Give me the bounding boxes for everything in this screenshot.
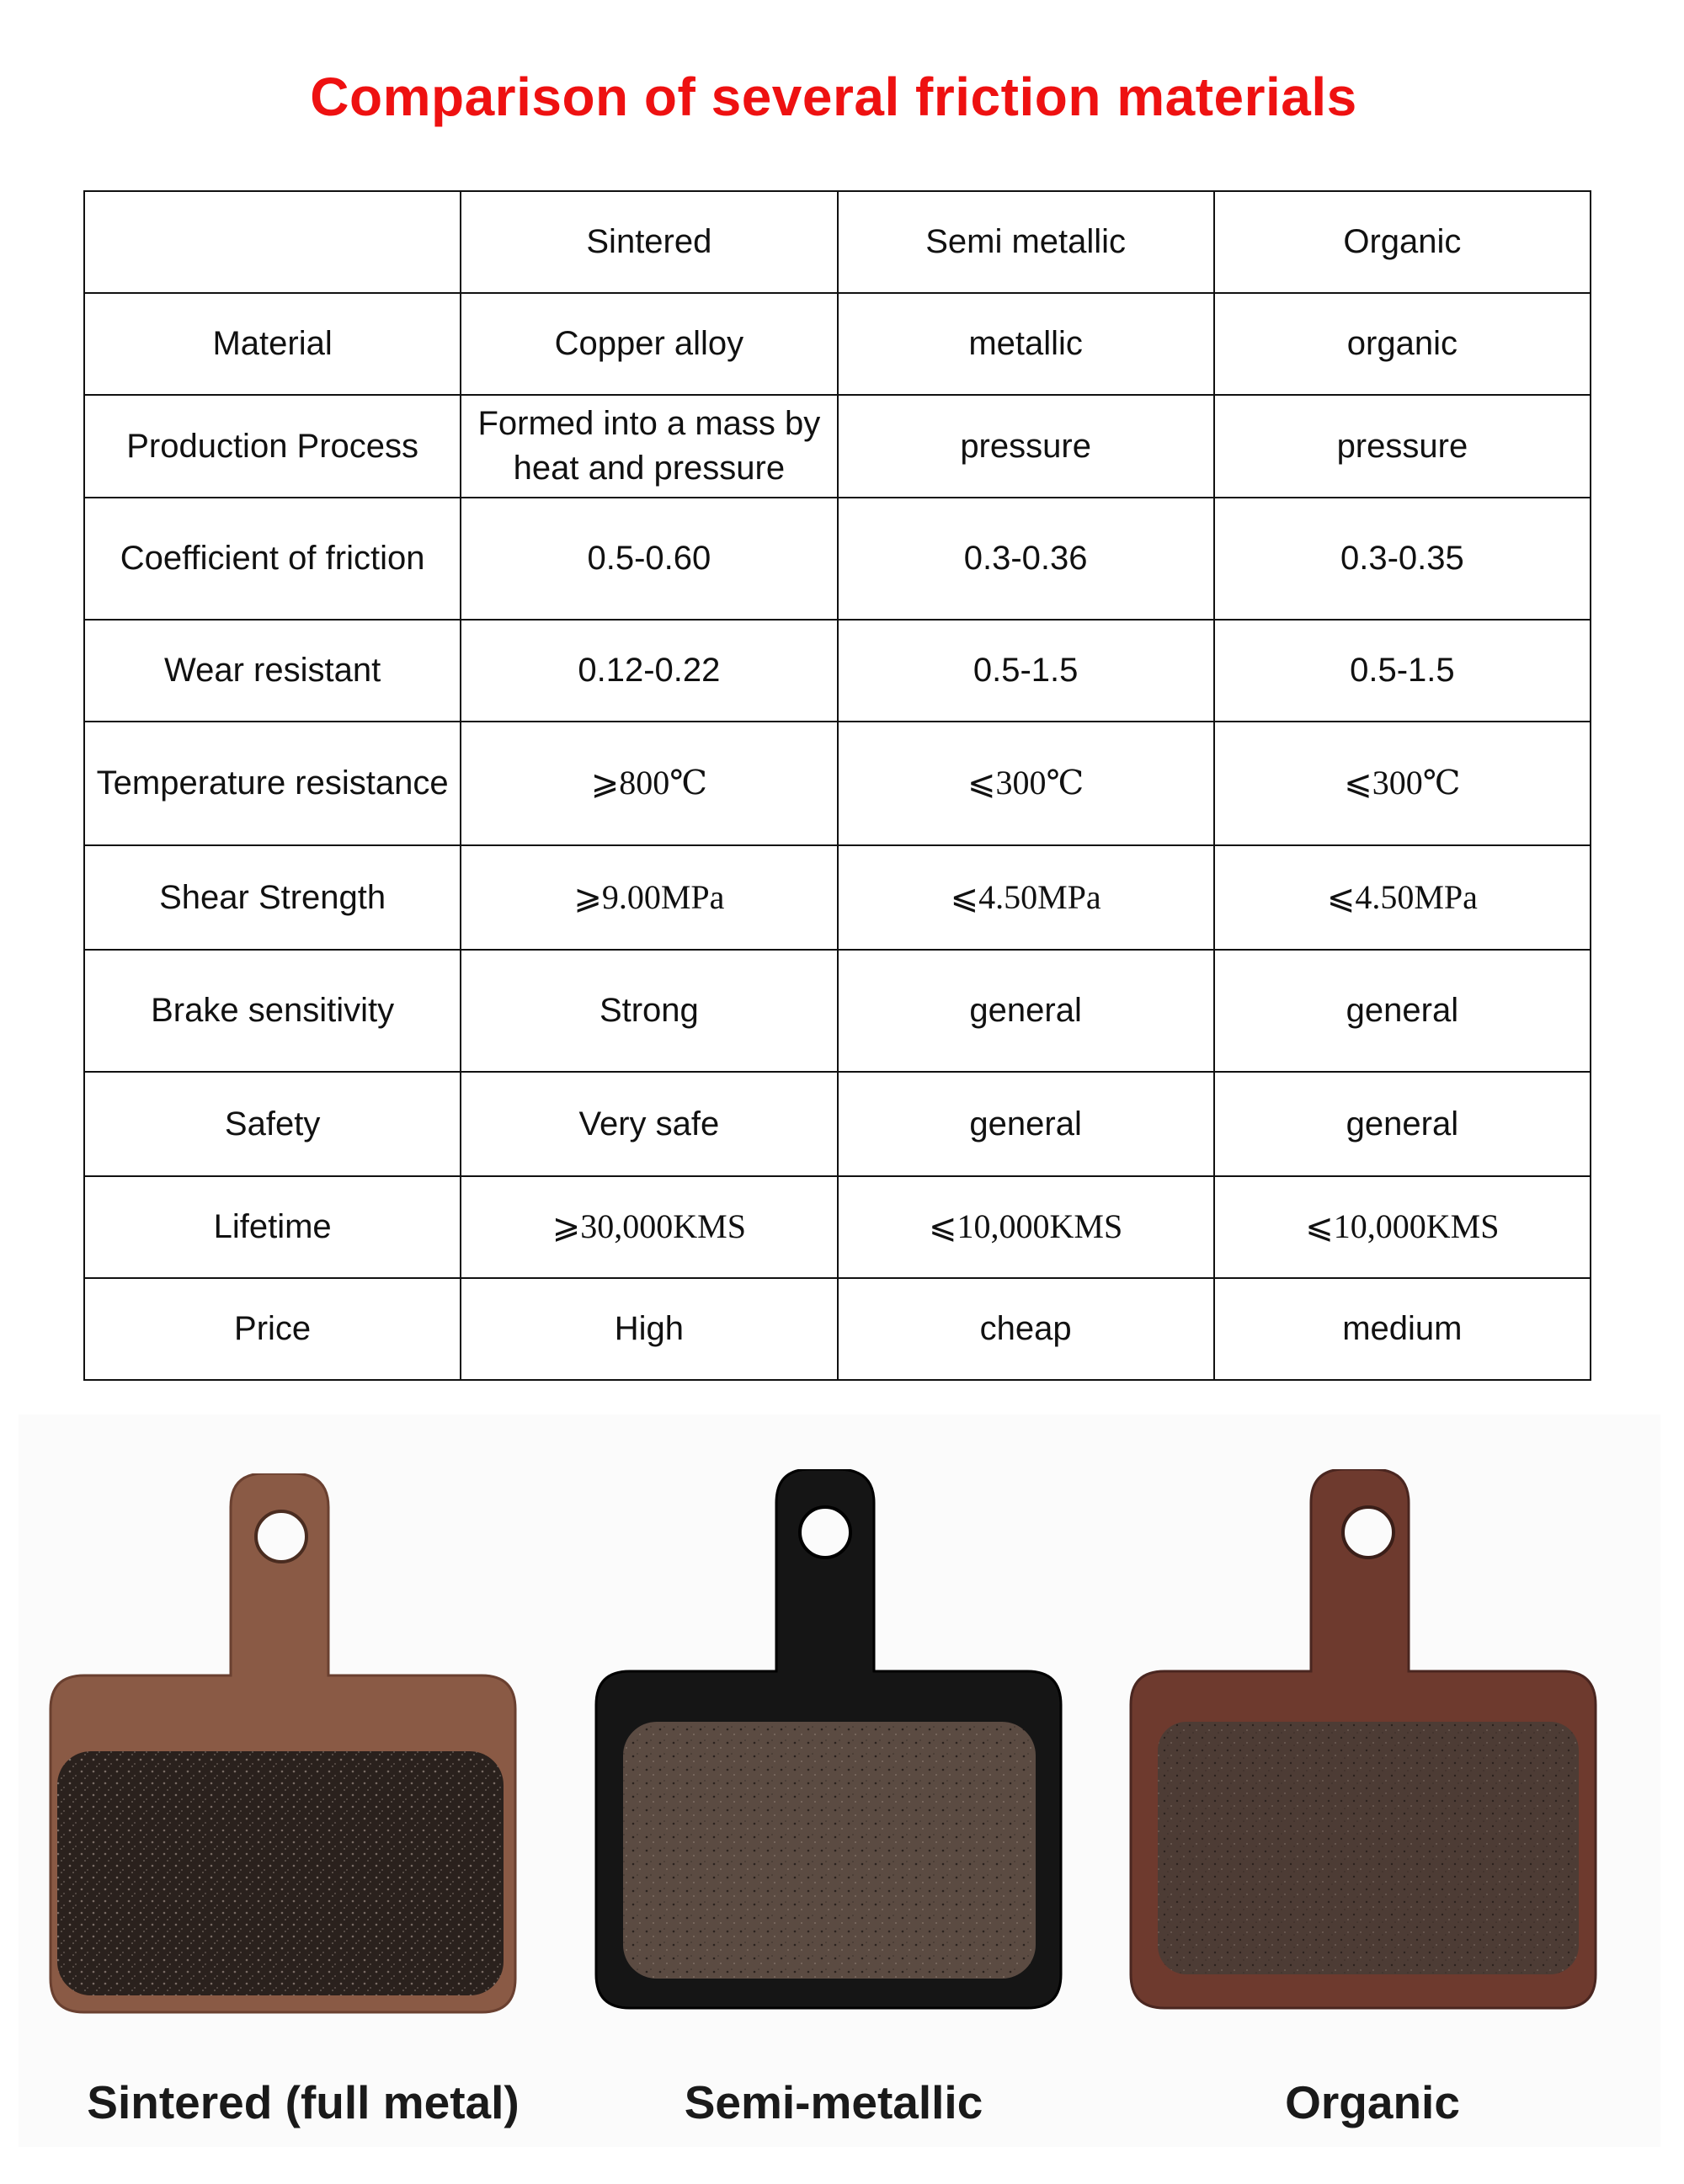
row-label: Price — [84, 1278, 461, 1380]
page-title: Comparison of several friction materials — [310, 67, 1357, 127]
table-row — [84, 1176, 1591, 1278]
cell-sintered: High — [461, 1278, 837, 1380]
caption-organic: Organic — [1285, 2076, 1460, 2128]
row-label: Lifetime — [84, 1176, 461, 1278]
cell-sintered: 0.5-0.60 — [461, 498, 837, 620]
cell-semi-metallic: general — [838, 950, 1214, 1072]
table-row — [84, 1072, 1591, 1176]
sintered-brake-pad-image — [44, 1473, 532, 2029]
header-cell-semi-metallic: Semi metallic — [838, 191, 1214, 293]
table-row — [84, 293, 1591, 395]
row-label: Temperature resistance — [84, 722, 461, 845]
cell-sintered: 0.12-0.22 — [461, 620, 837, 722]
table-row — [84, 1278, 1591, 1380]
cell-organic: ⩽300℃ — [1214, 722, 1591, 845]
table-row — [84, 845, 1591, 950]
table-row — [84, 498, 1591, 620]
table-row — [84, 395, 1591, 498]
cell-semi-metallic: pressure — [838, 395, 1214, 498]
cell-semi-metallic: cheap — [838, 1278, 1214, 1380]
cell-organic: 0.3-0.35 — [1214, 498, 1591, 620]
cell-organic: ⩽4.50MPa — [1214, 845, 1591, 950]
row-label: Production Process — [84, 395, 461, 498]
cell-semi-metallic: 0.5-1.5 — [838, 620, 1214, 722]
cell-sintered: Very safe — [461, 1072, 837, 1176]
semi-metallic-brake-pad-image — [589, 1469, 1078, 2025]
table-header-row — [84, 191, 1591, 293]
caption-semi-metallic: Semi-metallic — [684, 2076, 983, 2128]
cell-organic: organic — [1214, 293, 1591, 395]
organic-brake-pad-image — [1124, 1469, 1612, 2025]
table-row — [84, 620, 1591, 722]
cell-sintered: ⩾9.00MPa — [461, 845, 837, 950]
cell-semi-metallic: ⩽4.50MPa — [838, 845, 1214, 950]
row-label: Material — [84, 293, 461, 395]
row-label: Shear Strength — [84, 845, 461, 950]
cell-organic: general — [1214, 1072, 1591, 1176]
cell-sintered: Strong — [461, 950, 837, 1072]
cell-organic: ⩽10,000KMS — [1214, 1176, 1591, 1278]
table-row — [84, 950, 1591, 1072]
row-label: Wear resistant — [84, 620, 461, 722]
row-label: Coefficient of friction — [84, 498, 461, 620]
table-row — [84, 722, 1591, 845]
cell-sintered: Formed into a mass by heat and pressure — [461, 395, 837, 498]
cell-semi-metallic: 0.3-0.36 — [838, 498, 1214, 620]
row-label: Brake sensitivity — [84, 950, 461, 1072]
cell-semi-metallic: ⩽10,000KMS — [838, 1176, 1214, 1278]
cell-semi-metallic: general — [838, 1072, 1214, 1176]
cell-organic: pressure — [1214, 395, 1591, 498]
comparison-table — [83, 190, 1591, 1381]
cell-organic: medium — [1214, 1278, 1591, 1380]
cell-organic: 0.5-1.5 — [1214, 620, 1591, 722]
cell-sintered: Copper alloy — [461, 293, 837, 395]
cell-semi-metallic: ⩽300℃ — [838, 722, 1214, 845]
row-label: Safety — [84, 1072, 461, 1176]
header-cell-organic: Organic — [1214, 191, 1591, 293]
cell-semi-metallic: metallic — [838, 293, 1214, 395]
cell-sintered: ⩾30,000KMS — [461, 1176, 837, 1278]
header-cell-sintered: Sintered — [461, 191, 837, 293]
cell-sintered: ⩾800℃ — [461, 722, 837, 845]
cell-organic: general — [1214, 950, 1591, 1072]
caption-sintered: Sintered (full metal) — [87, 2076, 520, 2128]
header-cell-empty — [84, 191, 461, 293]
